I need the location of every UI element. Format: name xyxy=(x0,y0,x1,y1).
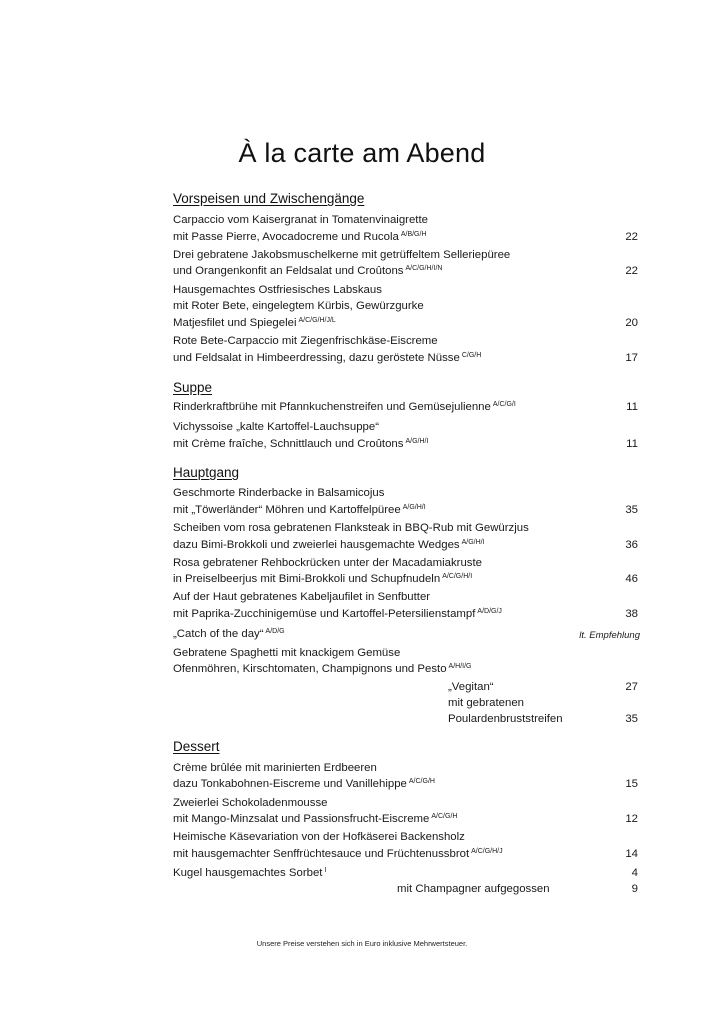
menu-item-price: 22 xyxy=(625,231,638,243)
menu-item-price: lt. Empfehlung xyxy=(579,630,640,641)
menu-item-price: 46 xyxy=(625,573,638,585)
menu-item-line: und Orangenkonfit an Feldsalat und Croûtons $^{A/C/G/H/I/N}$ xyxy=(173,265,443,277)
menu-item-line: mit Passe Pierre, Avocadocreme und Rucola $^{A/B/G/H}$ xyxy=(173,231,427,243)
menu-item-line: Rosa gebratener Rehbockrücken unter der Macadamiakruste xyxy=(173,557,482,569)
menu-item-option: Poulardenbruststreifen xyxy=(448,713,563,725)
section-heading-hauptgang: Hauptgang xyxy=(173,465,240,480)
menu-item-line: dazu Tonkabohnen-Eiscreme und Vanillehippe $^{A/C/G/H}$ xyxy=(173,778,435,790)
menu-item-price: 14 xyxy=(625,848,638,860)
menu-item-line: Scheiben vom rosa gebratenen Flanksteak in BBQ-Rub mit Gewürzjus xyxy=(173,522,529,534)
menu-item-line: Carpaccio vom Kaisergranat in Tomatenvinaigrette xyxy=(173,214,428,226)
allergen-codes: A/G/H/I xyxy=(461,539,485,546)
menu-item-price: 36 xyxy=(625,539,638,551)
menu-item-price: 9 xyxy=(631,883,638,895)
footer-note: Unsere Preise verstehen sich in Euro inklusive Mehrwertsteuer. xyxy=(256,939,468,948)
menu-item-line: Ofenmöhren, Kirschtomaten, Champignons und Pesto $^{A/H/I/G}$ xyxy=(173,663,472,675)
menu-item-line: Kugel hausgemachtes Sorbet $^I$ xyxy=(173,867,327,879)
menu-item-price: 11 xyxy=(626,401,638,413)
allergen-codes: A/C/G/H/J/L xyxy=(298,317,336,324)
menu-item-price: 22 xyxy=(625,265,638,277)
menu-item-line: mit Mango-Minzsalat und Passionsfrucht-Eiscreme $^{A/C/G/H}$ xyxy=(173,813,458,825)
menu-item-line: mit Roter Bete, eingelegtem Kürbis, Gewürzgurke xyxy=(173,300,424,312)
allergen-codes: A/G/H/I xyxy=(402,504,426,511)
menu-item-line: „Catch of the day“ $^{A/D/G}$ xyxy=(173,628,285,640)
menu-item-line: Geschmorte Rinderbacke in Balsamicojus xyxy=(173,487,385,499)
allergen-codes: A/D/G/J xyxy=(477,608,502,615)
menu-item-price: 11 xyxy=(626,438,638,450)
allergen-codes: A/C/G/I xyxy=(492,401,516,408)
menu-item-line: Crème brûlée mit marinierten Erdbeeren xyxy=(173,762,377,774)
section-heading-vorspeisen: Vorspeisen und Zwischengänge xyxy=(173,191,365,206)
menu-item-line: dazu Bimi-Brokkoli und zweierlei hausgemachte Wedges $^{A/G/H/I}$ xyxy=(173,539,485,551)
menu-item-price: 15 xyxy=(625,778,638,790)
allergen-codes: A/D/G xyxy=(265,628,285,635)
allergen-codes: A/C/G/H/I xyxy=(442,573,473,580)
allergen-codes: A/C/G/H xyxy=(408,778,435,785)
menu-item-line: Drei gebratene Jakobsmuschelkerne mit getrüffeltem Selleriepüree xyxy=(173,249,511,261)
menu-item-line: Rinderkraftbrühe mit Pfannkuchenstreifen und Gemüsejulienne $^{A/C/G/I}$ xyxy=(173,401,516,413)
menu-item-price: 27 xyxy=(625,681,638,693)
menu-item-option: mit Champagner aufgegossen xyxy=(397,883,550,895)
allergen-codes: A/C/G/H/I/N xyxy=(405,265,443,272)
allergen-codes: C/G/H xyxy=(461,352,482,359)
allergen-codes: A/C/G/H/J xyxy=(471,848,503,855)
menu-item-price: 35 xyxy=(625,504,638,516)
menu-item-line: mit Crème fraîche, Schnittlauch und Croûtons $^{A/G/H/I}$ xyxy=(173,438,429,450)
menu-item-price: 17 xyxy=(625,352,638,364)
menu-item-line: Matjesfilet und Spiegelei $^{A/C/G/H/J/L}$ xyxy=(173,317,336,329)
section-heading-suppe: Suppe xyxy=(173,380,213,395)
menu-item-line: Auf der Haut gebratenes Kabeljaufilet in Senfbutter xyxy=(173,591,431,603)
menu-item-line: und Feldsalat in Himbeerdressing, dazu geröstete Nüsse $^{C/G/H}$ xyxy=(173,352,482,364)
menu-item-line: Heimische Käsevariation von der Hofkäserei Backensholz xyxy=(173,831,465,843)
menu-item-line: in Preiselbeerjus mit Bimi-Brokkoli und Schupfnudeln $^{A/C/G/H/I}$ xyxy=(173,573,473,585)
menu-item-price: 20 xyxy=(625,317,638,329)
allergen-codes: A/C/G/H xyxy=(431,813,458,820)
menu-item-option: „Vegitan“ xyxy=(448,681,494,693)
menu-item-line: Vichyssoise „kalte Kartoffel-Lauchsuppe“ xyxy=(173,421,379,433)
menu-item-line: Rote Bete-Carpaccio mit Ziegenfrischkäse-Eiscreme xyxy=(173,335,438,347)
allergen-codes: I xyxy=(324,867,327,874)
menu-item-price: 12 xyxy=(625,813,638,825)
menu-item-line: Gebratene Spaghetti mit knackigem Gemüse xyxy=(173,647,401,659)
menu-item-line: Zweierlei Schokoladenmousse xyxy=(173,797,328,809)
menu-item-price: 4 xyxy=(631,867,638,879)
section-heading-dessert: Dessert xyxy=(173,739,220,754)
menu-item-price: 35 xyxy=(625,713,638,725)
allergen-codes: A/G/H/I xyxy=(405,438,429,445)
menu-item-option: mit gebratenen xyxy=(448,697,524,709)
menu-item-line: mit „Töwerländer“ Möhren und Kartoffelpüree $^{A/G/H/I}$ xyxy=(173,504,426,516)
menu-item-line: mit Paprika-Zucchinigemüse und Kartoffel-Petersilienstampf $^{A/D/G/J}$ xyxy=(173,608,502,620)
allergen-codes: A/B/G/H xyxy=(400,231,427,238)
menu-item-line: mit hausgemachter Senffrüchtesauce und Früchtenussbrot $^{A/C/G/H/J}$ xyxy=(173,848,503,860)
menu-item-price: 38 xyxy=(625,608,638,620)
menu-item-line: Hausgemachtes Ostfriesisches Labskaus xyxy=(173,284,382,296)
allergen-codes: A/H/I/G xyxy=(448,663,472,670)
page-title: À la carte am Abend xyxy=(238,138,486,168)
